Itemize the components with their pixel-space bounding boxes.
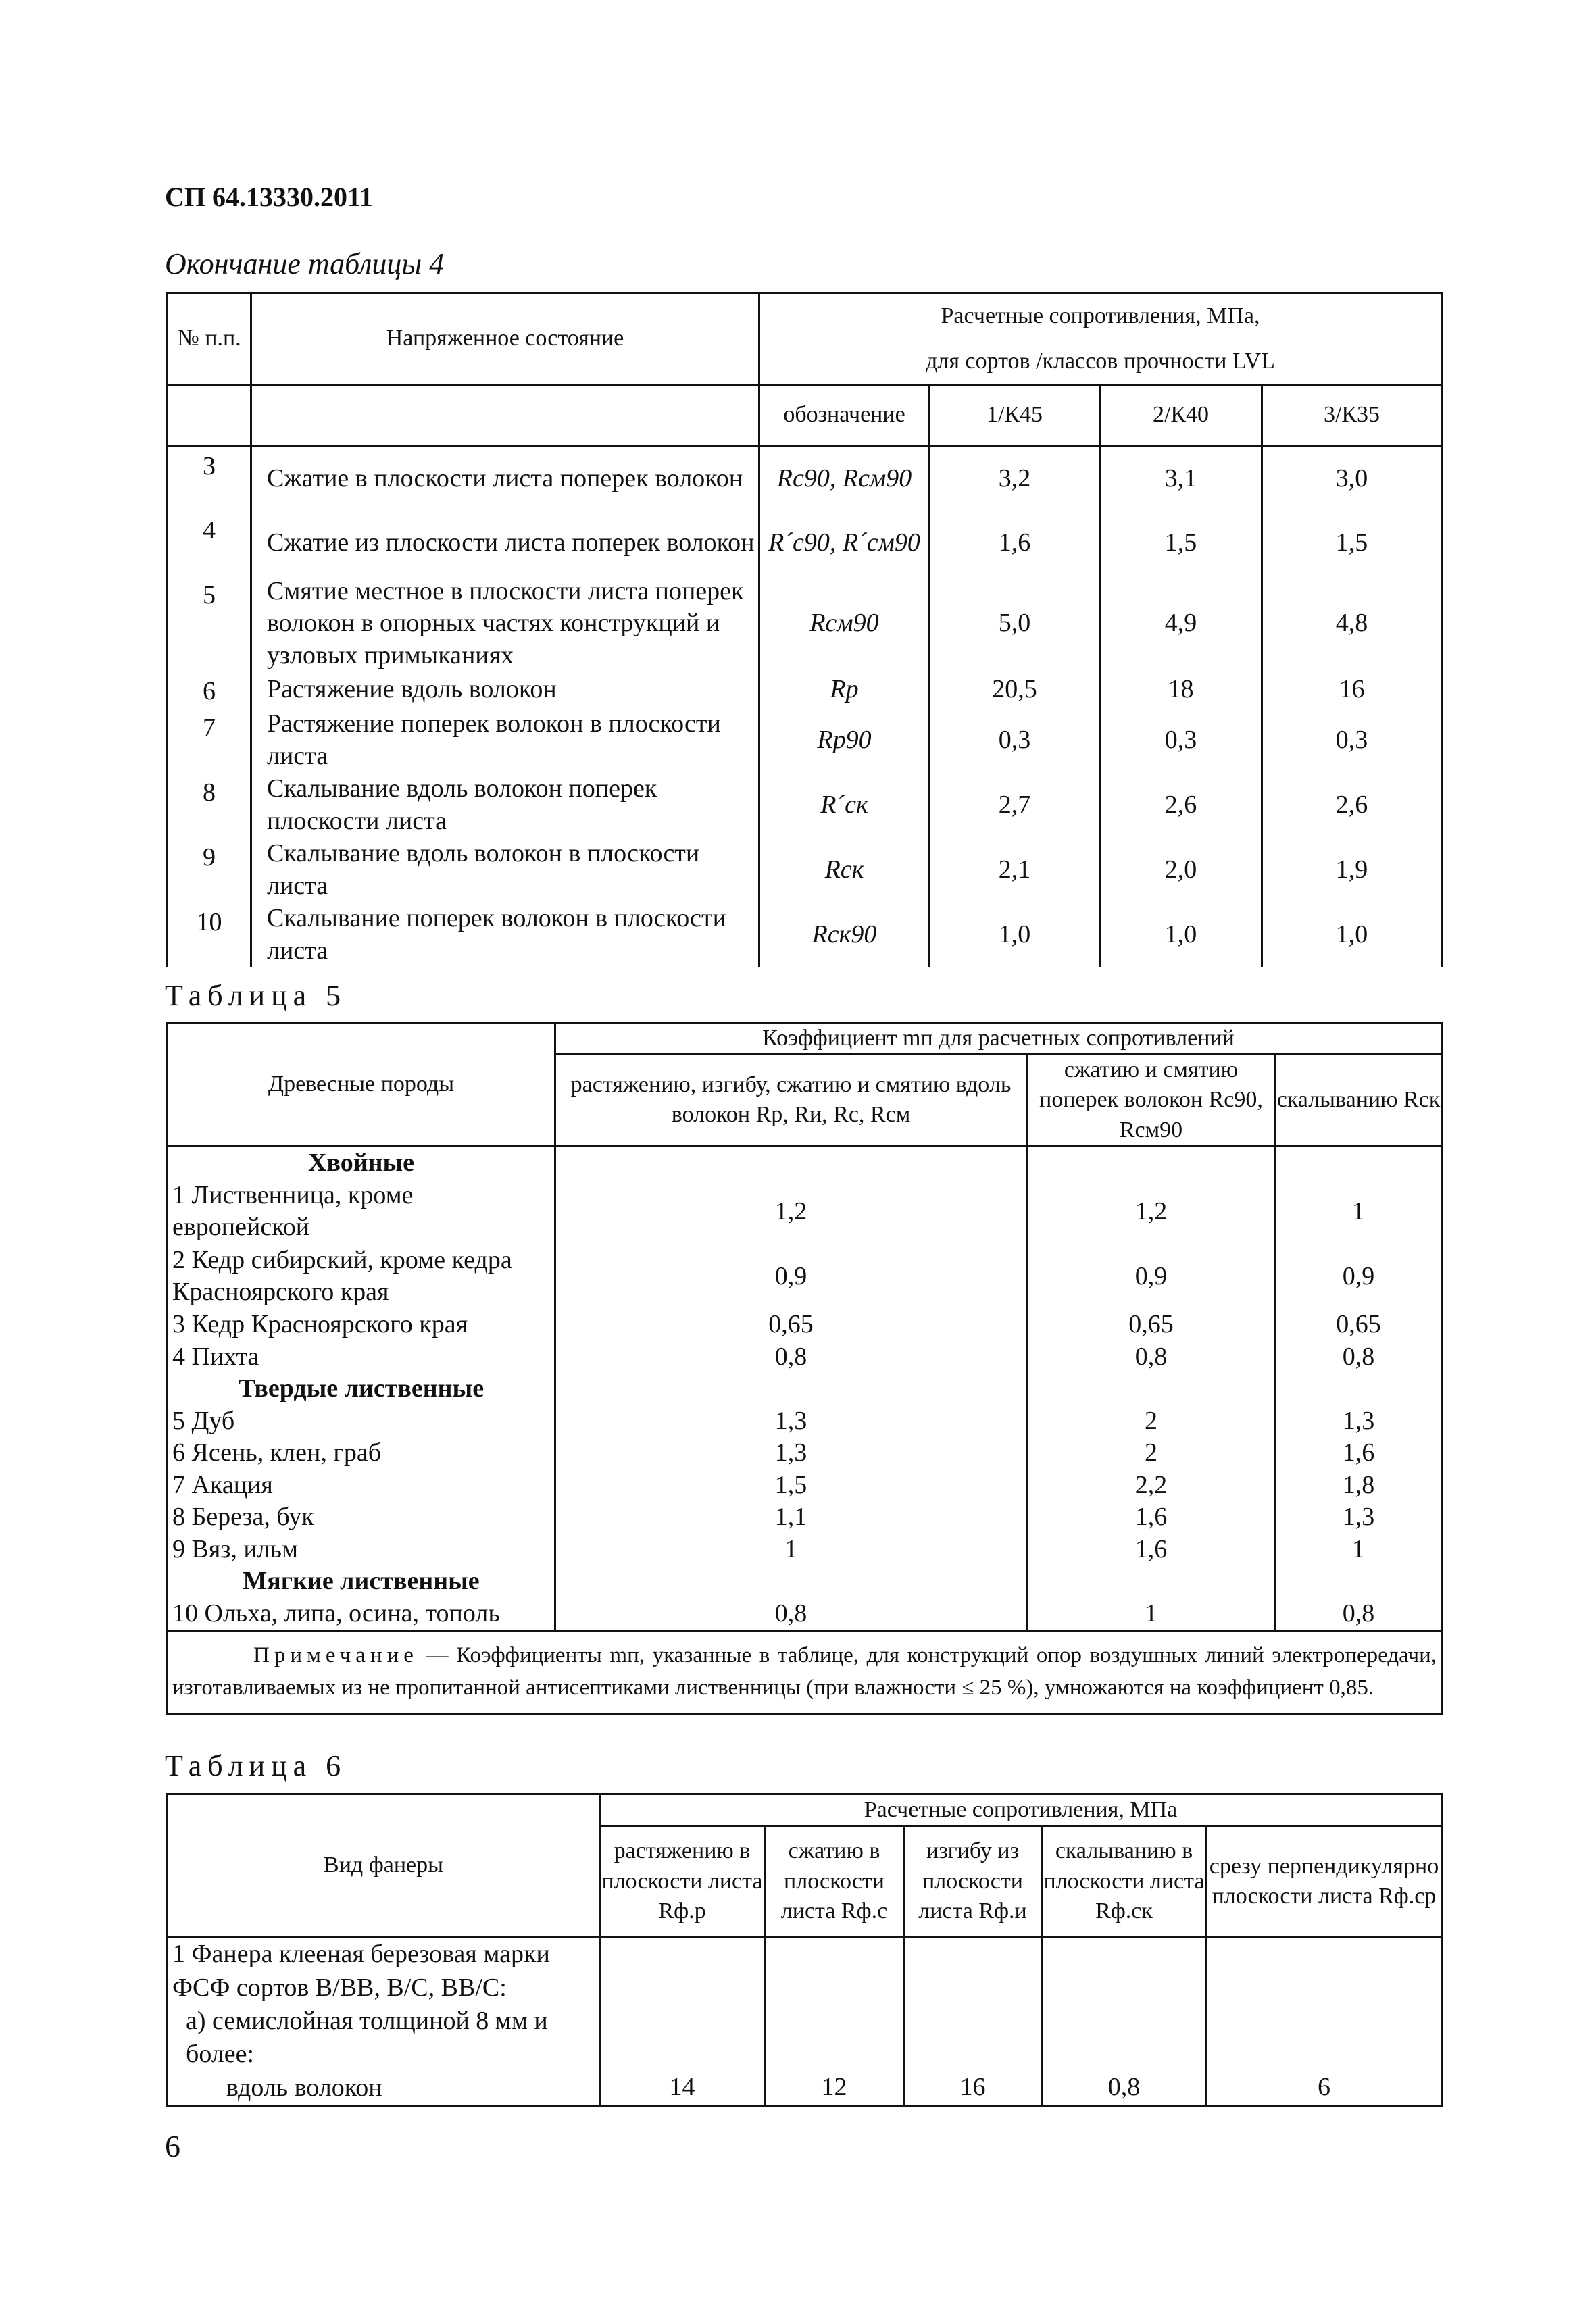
species-name: 2 Кедр сибирский, кроме кедра Красноярского края	[168, 1244, 555, 1309]
row-value-class-2: 4,9	[1100, 576, 1262, 672]
coef-tension: 1,5	[555, 1469, 1027, 1502]
value-tension: 14	[600, 1937, 765, 2106]
table-row	[168, 1937, 1442, 2106]
row-number: 4	[168, 511, 251, 576]
plywood-line: ФСФ сортов В/ВВ, В/С, ВВ/С:	[172, 1973, 507, 2002]
row-value-class-3: 2,6	[1262, 773, 1442, 838]
row-symbol: Rск	[759, 838, 930, 903]
coef-tension: 1,3	[555, 1405, 1027, 1438]
row-value-class-1: 1,6	[930, 511, 1100, 576]
row-value-class-1: 3,2	[930, 446, 1100, 511]
table-row	[168, 1534, 1442, 1566]
coef-shear: 1,3	[1276, 1405, 1442, 1438]
group-title: Хвойные	[168, 1146, 555, 1179]
table-row	[168, 1437, 1442, 1469]
coef-compression-across: 2	[1027, 1437, 1276, 1469]
table-row	[168, 838, 1442, 903]
table-row	[168, 708, 1442, 773]
table6-caption: Таблица 6	[165, 1749, 347, 1782]
note-text: — Коэффициенты mп, указанные в таблице, для конструкций опор воздушных линий электропередачи, изготавливаемых из не пропитанной антисептиками лиственницы (при влажности ≤ 25 %), умножаются на коэффициент 0,85.	[172, 1643, 1437, 1701]
coef-compression-across: 1,6	[1027, 1534, 1276, 1566]
header-class-2: 2/К40	[1100, 385, 1262, 446]
row-value-class-3: 4,8	[1262, 576, 1442, 672]
row-symbol: Rр90	[759, 708, 930, 773]
table4-caption: Окончание таблицы 4	[165, 247, 445, 280]
header-class-1: 1/К45	[930, 385, 1100, 446]
header-shear-in-plane: скалыванию в плоскости листа Rф.ск	[1042, 1826, 1207, 1937]
coef-shear: 1,6	[1276, 1437, 1442, 1469]
coef-shear: 0,8	[1276, 1598, 1442, 1631]
row-state: Растяжение поперек волокон в плоскости листа	[251, 708, 759, 773]
table-row	[168, 1469, 1442, 1502]
coef-shear: 1	[1276, 1534, 1442, 1566]
coef-tension: 0,8	[555, 1598, 1027, 1631]
group-title: Твердые лиственные	[168, 1373, 555, 1405]
row-value-class-2: 0,3	[1100, 708, 1262, 773]
coef-compression-across: 0,65	[1027, 1309, 1276, 1341]
value-cut: 6	[1207, 1937, 1442, 2106]
row-number: 8	[168, 773, 251, 838]
table-row	[168, 576, 1442, 672]
header-group-line1: Расчетные сопротивления, МПа,	[759, 293, 1442, 339]
row-state: Растяжение вдоль волокон	[251, 672, 759, 708]
table-row	[168, 1598, 1442, 1631]
header-compression-in-plane: сжатию в плоскости листа Rф.с	[765, 1826, 904, 1937]
note-label: Примечание	[253, 1643, 418, 1668]
row-value-class-2: 18	[1100, 672, 1262, 708]
row-number: 9	[168, 838, 251, 903]
row-value-class-1: 1,0	[930, 903, 1100, 967]
table-row	[168, 446, 1442, 511]
row-value-class-2: 2,6	[1100, 773, 1262, 838]
table-4	[166, 292, 1443, 967]
row-state: Скалывание поперек волокон в плоскости листа	[251, 903, 759, 967]
row-value-class-3: 3,0	[1262, 446, 1442, 511]
row-symbol: R´с90, R´см90	[759, 511, 930, 576]
row-value-class-3: 1,0	[1262, 903, 1442, 967]
coef-tension: 0,65	[555, 1309, 1027, 1341]
row-state: Скалывание вдоль волокон поперек плоскости листа	[251, 773, 759, 838]
header-compression-across: сжатию и смятию поперек волокон Rс90, Rсм90	[1027, 1055, 1276, 1147]
coef-shear: 1	[1276, 1179, 1442, 1244]
plywood-line: вдоль волокон	[226, 2073, 382, 2102]
table-5	[166, 1022, 1443, 1715]
coef-tension: 0,9	[555, 1244, 1027, 1309]
header-coefficient-group: Коэффициент mп для расчетных сопротивлений	[555, 1023, 1442, 1055]
table-row	[168, 672, 1442, 708]
coef-shear: 1,8	[1276, 1469, 1442, 1502]
coef-compression-across: 1,6	[1027, 1501, 1276, 1534]
species-name: 5 Дуб	[168, 1405, 555, 1438]
table-6	[166, 1793, 1443, 2107]
table-row	[168, 773, 1442, 838]
row-symbol: Rск90	[759, 903, 930, 967]
row-state: Смятие местное в плоскости листа поперек волокон в опорных частях конструкций и узловых примыканиях	[251, 576, 759, 672]
species-name: 9 Вяз, ильм	[168, 1534, 555, 1566]
coef-shear: 1,3	[1276, 1501, 1442, 1534]
document-code: СП 64.13330.2011	[165, 182, 373, 212]
species-name: 4 Пихта	[168, 1341, 555, 1374]
table-row	[168, 1405, 1442, 1438]
coef-tension: 1	[555, 1534, 1027, 1566]
group-title: Мягкие лиственные	[168, 1565, 555, 1598]
row-value-class-1: 2,1	[930, 838, 1100, 903]
value-compression: 12	[765, 1937, 904, 2106]
row-value-class-3: 16	[1262, 672, 1442, 708]
plywood-line: а) семислойная толщиной 8 мм и	[186, 2006, 548, 2035]
row-number: 5	[168, 576, 251, 672]
plywood-line: более:	[186, 2040, 255, 2069]
row-value-class-2: 3,1	[1100, 446, 1262, 511]
row-value-class-3: 1,9	[1262, 838, 1442, 903]
value-bending: 16	[904, 1937, 1042, 2106]
header-num: № п.п.	[168, 293, 251, 385]
header-plywood-kind: Вид фанеры	[168, 1794, 600, 1937]
header-shear: скалыванию Rск	[1276, 1055, 1442, 1147]
header-state: Напряженное состояние	[251, 293, 759, 385]
header-cut-perpendicular: срезу перпендикулярно плоскости листа Rф.ср	[1207, 1826, 1442, 1937]
row-symbol: Rсм90	[759, 576, 930, 672]
coef-compression-across: 1	[1027, 1598, 1276, 1631]
header-group-line2: для сортов /классов прочности LVL	[759, 339, 1442, 385]
header-symbol: обозначение	[759, 385, 930, 446]
row-value-class-1: 0,3	[930, 708, 1100, 773]
table-row	[168, 511, 1442, 576]
species-name: 7 Акация	[168, 1469, 555, 1502]
table-row	[168, 1341, 1442, 1374]
table-row	[168, 1179, 1442, 1244]
row-number: 7	[168, 708, 251, 773]
row-value-class-3: 1,5	[1262, 511, 1442, 576]
value-shear: 0,8	[1042, 1937, 1207, 2106]
row-symbol: R´ск	[759, 773, 930, 838]
species-name: 10 Ольха, липа, осина, тополь	[168, 1598, 555, 1631]
page-number: 6	[165, 2129, 180, 2163]
header-resistance-group: Расчетные сопротивления, МПа	[600, 1794, 1442, 1826]
plywood-line: 1 Фанера клееная березовая марки	[172, 1940, 550, 1969]
group-row	[168, 1146, 1442, 1179]
table-row	[168, 1309, 1442, 1341]
row-value-class-2: 1,5	[1100, 511, 1262, 576]
species-name: 3 Кедр Красноярского края	[168, 1309, 555, 1341]
row-state: Скалывание вдоль волокон в плоскости листа	[251, 838, 759, 903]
row-number: 6	[168, 672, 251, 708]
row-symbol: Rр	[759, 672, 930, 708]
table5-note	[168, 1631, 1442, 1714]
species-name: 6 Ясень, клен, граб	[168, 1437, 555, 1469]
row-symbol: Rс90, Rсм90	[759, 446, 930, 511]
coef-tension: 0,8	[555, 1341, 1027, 1374]
coef-tension: 1,1	[555, 1501, 1027, 1534]
coef-shear: 0,8	[1276, 1341, 1442, 1374]
species-name: 8 Береза, бук	[168, 1501, 555, 1534]
group-row	[168, 1373, 1442, 1405]
header-species: Древесные породы	[168, 1023, 555, 1147]
coef-shear: 0,65	[1276, 1309, 1442, 1341]
plywood-description	[168, 1937, 600, 2106]
row-value-class-1: 2,7	[930, 773, 1100, 838]
coef-tension: 1,3	[555, 1437, 1027, 1469]
header-class-3: 3/К35	[1262, 385, 1442, 446]
row-value-class-2: 1,0	[1100, 903, 1262, 967]
row-value-class-1: 5,0	[930, 576, 1100, 672]
header-tension-in-plane: растяжению в плоскости листа Rф.р	[600, 1826, 765, 1937]
coef-compression-across: 2	[1027, 1405, 1276, 1438]
coef-compression-across: 1,2	[1027, 1179, 1276, 1244]
table-row	[168, 903, 1442, 967]
row-value-class-2: 2,0	[1100, 838, 1262, 903]
coef-compression-across: 0,8	[1027, 1341, 1276, 1374]
coef-tension: 1,2	[555, 1179, 1027, 1244]
coef-shear: 0,9	[1276, 1244, 1442, 1309]
coef-compression-across: 2,2	[1027, 1469, 1276, 1502]
coef-compression-across: 0,9	[1027, 1244, 1276, 1309]
row-state: Сжатие из плоскости листа поперек волокон	[251, 511, 759, 576]
header-bending-out-of-plane: изгибу из плоскости листа Rф.и	[904, 1826, 1042, 1937]
row-value-class-3: 0,3	[1262, 708, 1442, 773]
row-number: 10	[168, 903, 251, 967]
table-row	[168, 1244, 1442, 1309]
row-value-class-1: 20,5	[930, 672, 1100, 708]
species-name: 1 Лиственница, кроме европейской	[168, 1179, 555, 1244]
table5-caption: Таблица 5	[165, 979, 347, 1012]
header-tension-bending: растяжению, изгибу, сжатию и смятию вдоль волокон Rр, Rи, Rс, Rсм	[555, 1055, 1027, 1147]
group-row	[168, 1565, 1442, 1598]
row-state: Сжатие в плоскости листа поперек волокон	[251, 446, 759, 511]
table-row	[168, 1501, 1442, 1534]
row-number: 3	[168, 446, 251, 511]
